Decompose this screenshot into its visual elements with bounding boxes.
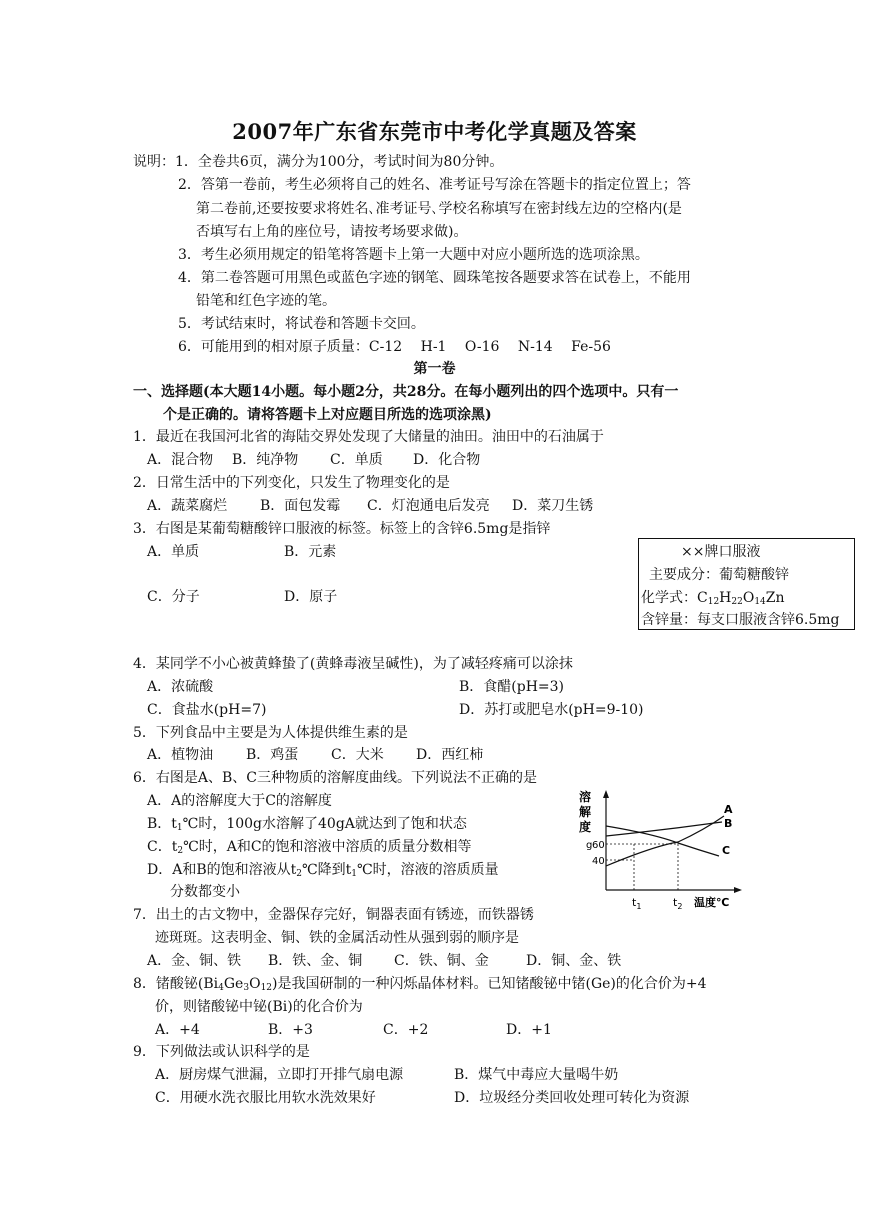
option-b: B．+3 bbox=[268, 1022, 313, 1038]
question-4-options-row2 bbox=[0, 701, 869, 719]
question-7-stem-cont: 迹斑斑。这表明金、铜、铁的金属活动性从强到弱的顺序是 bbox=[155, 930, 519, 946]
option-b: B．元素 bbox=[284, 544, 337, 560]
instruction-line: 否填写右上角的座位号，请按考场要求做)。 bbox=[196, 224, 468, 240]
option-d: D．A和B的饱和溶液从$t_2℃$降到$t_1℃$时，溶液的溶质质量 bbox=[147, 862, 499, 879]
option-d: D．菜刀生锈 bbox=[512, 498, 594, 514]
option-d: D．化合物 bbox=[413, 452, 481, 468]
question-4-options-row1 bbox=[0, 678, 869, 696]
option-a: A．金、铜、铁 bbox=[147, 953, 242, 969]
option-c: C．+2 bbox=[383, 1022, 429, 1038]
oral-liquid-label bbox=[638, 538, 855, 630]
question-3-options-row2 bbox=[0, 588, 600, 606]
option-d-continued: 分数都变小 bbox=[170, 884, 240, 900]
label-brand: ××牌口服液 bbox=[681, 544, 761, 560]
question-2-options bbox=[0, 497, 869, 515]
question-2-stem: 2．日常生活中的下列变化，只发生了物理变化的是 bbox=[133, 475, 450, 491]
option-d: D．铜、金、铁 bbox=[526, 953, 622, 969]
option-c: C．灯泡通电后发亮 bbox=[367, 498, 490, 514]
question-6-stem: 6．右图是A、B、C三种物质的溶解度曲线。下列说法不正确的是 bbox=[133, 770, 538, 786]
option-b: B．$t_1℃$时，100g水溶解了40gA就达到了饱和状态 bbox=[147, 816, 467, 833]
option-c: C．用硬水洗衣服比用软水洗效果好 bbox=[155, 1090, 376, 1106]
instruction-line: 4．第二卷答题可用黑色或蓝色字迹的钢笔、圆珠笔按各题要求答在试卷上，不能用 bbox=[178, 270, 691, 286]
y-tick-label: 60 bbox=[592, 840, 605, 851]
instruction-line: 6．可能用到的相对原子质量：C-12 H-1 O-16 N-14 Fe-56 bbox=[178, 339, 611, 355]
option-b: B．鸡蛋 bbox=[246, 747, 299, 763]
instruction-line: 铅笔和红色字迹的笔。 bbox=[196, 293, 336, 309]
option-d: D．垃圾经分类回收处理可转化为资源 bbox=[454, 1090, 690, 1106]
curve-b-label: B bbox=[724, 817, 733, 830]
question-8-options bbox=[0, 1021, 869, 1039]
option-a: A．蔬菜腐烂 bbox=[147, 498, 228, 514]
option-c: C．铁、铜、金 bbox=[394, 953, 489, 969]
question-5-options bbox=[0, 746, 869, 764]
option-a: A．A的溶解度大于C的溶解度 bbox=[147, 793, 332, 809]
section-heading: 一、选择题(本大题14小题。每小题2分，共28分。在每小题列出的四个选项中。只有一 bbox=[133, 384, 679, 400]
question-9-stem: 9．下列做法或认识科学的是 bbox=[133, 1044, 310, 1060]
curve-a bbox=[606, 816, 724, 866]
instruction-line: 第二卷前,还要按要求将姓名､准考证号､学校名称填写在密封线左边的空格内(是 bbox=[196, 201, 682, 217]
x-tick-t1: $t_1$ bbox=[632, 896, 642, 911]
label-ingredient: 主要成分：葡萄糖酸锌 bbox=[649, 567, 789, 583]
instructions-lead: 说明：1．全卷共6页，满分为100分，考试时间为80分钟。 bbox=[133, 154, 504, 170]
question-9-options-row1 bbox=[0, 1066, 869, 1084]
solubility-curve-graph bbox=[574, 786, 750, 912]
option-a: A．浓硫酸 bbox=[147, 679, 214, 695]
question-3-stem: 3．右图是某葡萄糖酸锌口服液的标签。标签上的含锌6.5mg是指锌 bbox=[133, 521, 551, 537]
y-axis-label: 溶 bbox=[579, 790, 592, 804]
x-axis-label: 温度℃ bbox=[694, 896, 730, 909]
option-a: A．混合物 bbox=[147, 452, 214, 468]
curve-c-label: C bbox=[722, 844, 731, 857]
option-d: D．苏打或肥皂水(pH=9-10) bbox=[459, 702, 644, 718]
option-a: A．厨房煤气泄漏，立即打开排气扇电源 bbox=[155, 1067, 404, 1083]
y-tick-label: 40 bbox=[592, 856, 605, 867]
question-7-stem: 7．出土的古文物中，金器保存完好，铜器表面有锈迹，而铁器锈 bbox=[133, 907, 534, 923]
question-5-stem: 5．下列食品中主要是为人体提供维生素的是 bbox=[133, 725, 408, 741]
label-formula: 化学式：$C_{12}H_{22}O_{14}Zn$ bbox=[641, 590, 785, 607]
curve-a-label: A bbox=[724, 803, 733, 816]
question-4-stem: 4．某同学不小心被黄蜂蛰了(黄蜂毒液呈碱性)，为了减轻疼痛可以涂抹 bbox=[133, 656, 573, 672]
y-axis-label: 解 bbox=[579, 805, 592, 819]
question-1-stem: 1．最近在我国河北省的海陆交界处发现了大储量的油田。油田中的石油属于 bbox=[133, 429, 604, 445]
question-8-stem-cont: 价，则锗酸铋中铋(Bi)的化合价为 bbox=[155, 999, 363, 1015]
volume-title: 第一卷 bbox=[413, 361, 456, 377]
option-b: B．铁、金、铜 bbox=[268, 953, 363, 969]
question-8-stem: 8．锗酸铋$(Bi_4Ge_3O_{12})$是我国研制的一种闪烁晶体材料。已知锗酸铋中锗(Ge)的化合价为+4 bbox=[133, 976, 707, 993]
option-d: D．原子 bbox=[284, 589, 338, 605]
instruction-line: 2．答第一卷前，考生必须将自己的姓名、准考证号写涂在答题卡的指定位置上；答 bbox=[178, 177, 691, 193]
option-a: A．单质 bbox=[147, 544, 200, 560]
question-9-options-row2 bbox=[0, 1089, 869, 1107]
question-7-options bbox=[0, 952, 869, 970]
option-b: B．纯净物 bbox=[232, 452, 299, 468]
label-zinc-content: 含锌量：每支口服液含锌6.5mg bbox=[641, 612, 840, 628]
section-heading-cont: 个是正确的。请将答题卡上对应题目所选的选项涂黑) bbox=[163, 407, 492, 423]
question-1-options bbox=[0, 451, 869, 469]
y-axis-label: 度 bbox=[579, 820, 592, 834]
option-c: C．食盐水(pH=7) bbox=[147, 702, 267, 718]
instruction-line: 5．考试结束时，将试卷和答题卡交回。 bbox=[178, 316, 425, 332]
curve-c bbox=[606, 826, 719, 856]
instruction-line: 3．考生必须用规定的铅笔将答题卡上第一大题中对应小题所选的选项涂黑。 bbox=[178, 247, 649, 263]
option-c: C．单质 bbox=[330, 452, 383, 468]
x-axis-arrow bbox=[734, 887, 742, 893]
option-c: C．大米 bbox=[331, 747, 384, 763]
x-tick-t2: $t_2$ bbox=[673, 896, 683, 911]
option-b: B．食醋(pH=3) bbox=[459, 679, 565, 695]
y-axis-arrow bbox=[603, 790, 609, 798]
option-c: C．分子 bbox=[147, 589, 200, 605]
option-d: D．+1 bbox=[506, 1022, 552, 1038]
option-a: A．+4 bbox=[155, 1022, 200, 1038]
option-b: B．煤气中毒应大量喝牛奶 bbox=[454, 1067, 619, 1083]
y-axis-unit: g bbox=[586, 840, 593, 851]
option-c: C．$t_2℃$时，A和C的饱和溶液中溶质的质量分数相等 bbox=[147, 839, 472, 856]
page-title: 2007年广东省东莞市中考化学真题及答案 bbox=[232, 119, 637, 144]
option-d: D．西红柿 bbox=[416, 747, 484, 763]
question-3-options-row1 bbox=[0, 543, 600, 561]
option-b: B．面包发霉 bbox=[260, 498, 341, 514]
option-a: A．植物油 bbox=[147, 747, 214, 763]
